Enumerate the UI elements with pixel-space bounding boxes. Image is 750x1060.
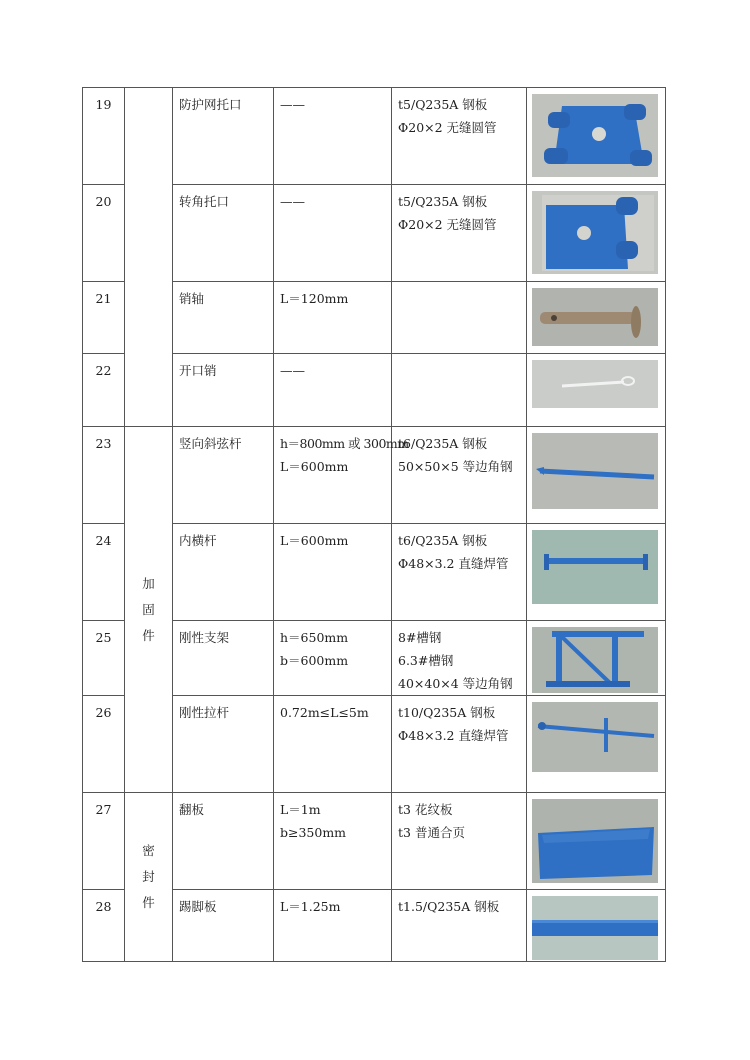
part-material: t1.5/Q235A 钢板 (392, 890, 527, 962)
group-label-reinforcement: 加 固 件 (125, 427, 173, 793)
part-name: 刚性支架 (173, 621, 274, 696)
part-name: 竖向斜弦杆 (173, 427, 274, 524)
part-spec: —— (274, 88, 392, 185)
corner-bracket-photo (527, 185, 666, 282)
part-name: 翻板 (173, 793, 274, 890)
part-name: 开口销 (173, 354, 274, 427)
part-name: 刚性拉杆 (173, 696, 274, 793)
parts-table (82, 87, 666, 962)
part-material: t6/Q235A 钢板 Φ48×3.2 直缝焊管 (392, 524, 527, 621)
part-name: 内横杆 (173, 524, 274, 621)
flip-plate-photo (527, 793, 666, 890)
part-material: t10/Q235A 钢板 Φ48×3.2 直缝焊管 (392, 696, 527, 793)
table-row (83, 427, 666, 524)
row-number: 22 (83, 354, 125, 427)
row-number: 21 (83, 282, 125, 354)
part-material: t3 花纹板 t3 普通合页 (392, 793, 527, 890)
part-name: 踢脚板 (173, 890, 274, 962)
part-name: 销轴 (173, 282, 274, 354)
part-material (392, 354, 527, 427)
row-number: 20 (83, 185, 125, 282)
part-spec: L＝120mm (274, 282, 392, 354)
table-row (83, 88, 666, 185)
part-material: 8#槽钢 6.3#槽钢 40×40×4 等边角钢 (392, 621, 527, 696)
part-spec: —— (274, 354, 392, 427)
part-material (392, 282, 527, 354)
part-spec: 0.72m≤L≤5m (274, 696, 392, 793)
row-number: 19 (83, 88, 125, 185)
row-number: 27 (83, 793, 125, 890)
pin-shaft-photo (527, 282, 666, 354)
part-spec: L＝1.25m (274, 890, 392, 962)
group-label-sealing: 密 封 件 (125, 793, 173, 962)
part-material: t6/Q235A 钢板 50×50×5 等边角钢 (392, 427, 527, 524)
row-number: 25 (83, 621, 125, 696)
row-number: 28 (83, 890, 125, 962)
row-number: 26 (83, 696, 125, 793)
rigid-tie-rod-photo (527, 696, 666, 793)
part-name: 转角托口 (173, 185, 274, 282)
toe-board-photo (527, 890, 666, 962)
cotter-pin-photo (527, 354, 666, 427)
part-spec: h＝800mm 或 300mm L＝600mm (274, 427, 392, 524)
part-material: t5/Q235A 钢板 Φ20×2 无缝圆管 (392, 185, 527, 282)
diagonal-chord-photo (527, 427, 666, 524)
part-material: t5/Q235A 钢板 Φ20×2 无缝圆管 (392, 88, 527, 185)
row-number: 24 (83, 524, 125, 621)
row-number: 23 (83, 427, 125, 524)
part-spec: L＝1m b≥350mm (274, 793, 392, 890)
part-spec: L＝600mm (274, 524, 392, 621)
inner-crossbar-photo (527, 524, 666, 621)
group-cell (125, 88, 173, 427)
plate-bracket-photo (527, 88, 666, 185)
table-row (83, 793, 666, 890)
rigid-frame-photo (527, 621, 666, 696)
part-spec: h＝650mm b＝600mm (274, 621, 392, 696)
part-name: 防护网托口 (173, 88, 274, 185)
part-spec: —— (274, 185, 392, 282)
